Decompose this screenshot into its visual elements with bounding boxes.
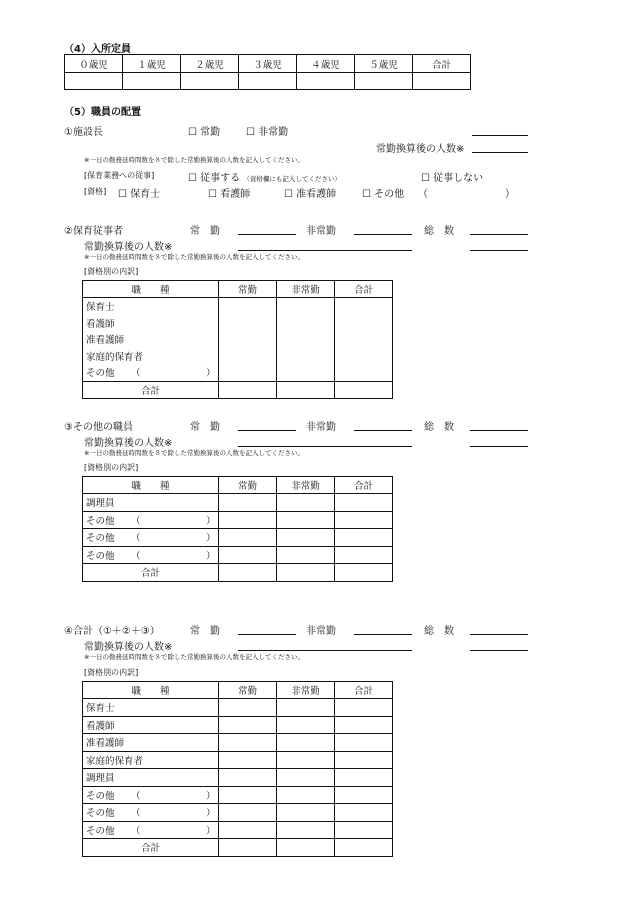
paren-open: （ [131, 368, 141, 380]
paren-close: ） [206, 825, 216, 837]
table-header-sum: 合計 [335, 477, 393, 494]
cell-input[interactable] [219, 564, 277, 582]
cell-input[interactable] [219, 821, 277, 839]
childcare-total-input[interactable] [470, 234, 528, 235]
cell-input[interactable] [335, 348, 393, 365]
cell-input[interactable] [219, 315, 277, 332]
row-other-label: その他 [86, 550, 115, 562]
others-title: ③その他の職員 [64, 422, 133, 433]
others-parttime-label: 非常勤 [306, 422, 336, 433]
sum-row-label: 合計 [83, 381, 219, 399]
table-header-type: 職 種 [83, 682, 219, 699]
row-other-label: その他 [86, 825, 115, 837]
table-sum-row [83, 381, 393, 399]
paren-open: （ [131, 533, 141, 545]
cell-input[interactable] [277, 494, 335, 512]
cell-input[interactable] [219, 511, 277, 529]
director-fulltime-label: 常勤 [200, 127, 221, 138]
checkbox-icon[interactable]: ☐ [284, 189, 293, 200]
row-other[interactable] [83, 546, 219, 564]
director-engage-no[interactable] [421, 169, 483, 184]
cell-input[interactable] [277, 716, 335, 734]
total-breakdown-label: [資格別の内訳] [84, 668, 139, 677]
row-other[interactable] [83, 511, 219, 529]
table-header-fulltime: 常勤 [219, 682, 277, 699]
sum-row-label: 合計 [83, 564, 219, 582]
total-note: ※一日の勤務延時間数を８で除した常勤換算後の人数を記入してください。 [84, 653, 304, 661]
capacity-input-4[interactable] [297, 73, 355, 90]
childcare-fulltime-input[interactable] [238, 234, 296, 235]
childcare-title: ②保育従事者 [64, 226, 123, 237]
total-fulltime-input[interactable] [238, 634, 296, 635]
cell-input[interactable] [277, 821, 335, 839]
table-row [83, 494, 393, 512]
checkbox-icon[interactable]: ☐ [421, 173, 430, 184]
capacity-input-5[interactable] [355, 73, 413, 90]
cell-input[interactable] [219, 298, 277, 315]
cell-input[interactable] [277, 734, 335, 752]
table-row [83, 716, 393, 734]
table-row [83, 364, 393, 381]
cell-input[interactable] [219, 769, 277, 787]
capacity-input-0[interactable] [65, 73, 123, 90]
cell-input[interactable] [219, 804, 277, 822]
cell-input[interactable] [277, 839, 335, 857]
cell-input[interactable] [335, 298, 393, 315]
childcare-breakdown-label: [資格別の内訳] [84, 267, 139, 276]
table-row [83, 734, 393, 752]
director-engage-yes-note: （資格欄にも記入してください） [243, 175, 341, 183]
row-label: 看護師 [83, 315, 219, 332]
table-header-parttime: 非常勤 [277, 477, 335, 494]
cell-input[interactable] [335, 364, 393, 381]
total-conv-label: 常勤換算後の人数※ [84, 642, 173, 653]
cell-input[interactable] [335, 769, 393, 787]
capacity-table [64, 54, 471, 90]
director-engage-no-label: 従事しない [433, 173, 484, 184]
others-conv-label: 常勤換算後の人数※ [84, 438, 173, 449]
cell-input[interactable] [335, 529, 393, 547]
paren-open: （ [131, 790, 141, 802]
row-other-label: その他 [86, 515, 115, 527]
childcare-conv-input[interactable] [238, 250, 412, 251]
childcare-table [82, 280, 393, 399]
cell-input[interactable] [335, 716, 393, 734]
director-conv-label: 常勤換算後の人数※ [376, 144, 465, 155]
total-total-label: 総 数 [424, 626, 454, 637]
director-engage-yes[interactable] [188, 169, 341, 184]
director-qual-2[interactable] [284, 185, 336, 200]
table-row [83, 751, 393, 769]
table-row [83, 786, 393, 804]
director-title: ①施設長 [64, 127, 103, 138]
capacity-header-5: ５歳児 [355, 55, 413, 73]
director-other-open: （ [418, 189, 428, 200]
total-conv-total-input[interactable] [470, 650, 528, 651]
childcare-conv-total-input[interactable] [470, 250, 528, 251]
cell-input[interactable] [335, 564, 393, 582]
paren-open: （ [131, 825, 141, 837]
cell-input[interactable] [219, 839, 277, 857]
cell-input[interactable] [335, 315, 393, 332]
table-row [83, 331, 393, 348]
capacity-input-total[interactable] [413, 73, 471, 90]
staff-heading: （5）職員の配置 [64, 107, 141, 118]
paren-close: ） [206, 368, 216, 380]
total-parttime-input[interactable] [354, 634, 412, 635]
cell-input[interactable] [335, 546, 393, 564]
cell-input[interactable] [219, 786, 277, 804]
total-conv-input[interactable] [238, 650, 412, 651]
director-qual-1-label: 看護師 [220, 189, 251, 200]
row-label: 家庭的保育者 [83, 348, 219, 365]
checkbox-icon[interactable]: ☐ [246, 127, 255, 138]
director-qual-3[interactable] [362, 185, 404, 200]
row-label: 保育士 [83, 298, 219, 315]
director-parttime-option[interactable] [246, 123, 288, 138]
cell-input[interactable] [219, 331, 277, 348]
director-blank-line[interactable] [472, 135, 528, 136]
director-engage-label: [保育業務への従事] [84, 171, 155, 180]
capacity-heading: （4）入所定員 [64, 44, 131, 55]
row-other-label: その他 [86, 368, 115, 380]
director-engage-yes-label: 従事する [200, 173, 241, 184]
capacity-header-3: ３歳児 [239, 55, 297, 73]
others-fulltime-label: 常 勤 [190, 422, 220, 433]
cell-input[interactable] [335, 786, 393, 804]
others-parttime-input[interactable] [354, 430, 412, 431]
director-qual-0-label: 保育士 [130, 189, 161, 200]
cell-input[interactable] [219, 751, 277, 769]
capacity-header-4: ４歳児 [297, 55, 355, 73]
sum-row-label: 合計 [83, 839, 219, 857]
table-row [83, 769, 393, 787]
others-conv-total-input[interactable] [470, 446, 528, 447]
cell-input[interactable] [335, 381, 393, 399]
checkbox-icon[interactable]: ☐ [362, 189, 371, 200]
row-label: 家庭的保育者 [83, 751, 219, 769]
director-qual-1[interactable] [208, 185, 250, 200]
table-row [83, 699, 393, 717]
paren-close: ） [206, 515, 216, 527]
paren-open: （ [131, 550, 141, 562]
table-row [83, 821, 393, 839]
childcare-parttime-label: 非常勤 [306, 226, 336, 237]
cell-input[interactable] [277, 511, 335, 529]
cell-input[interactable] [335, 734, 393, 752]
director-note: ※一日の勤務延時間数を８で除した常勤換算後の人数を記入してください。 [84, 156, 304, 164]
cell-input[interactable] [335, 821, 393, 839]
cell-input[interactable] [335, 699, 393, 717]
cell-input[interactable] [335, 511, 393, 529]
director-fulltime-option[interactable] [188, 123, 220, 138]
row-other[interactable] [83, 364, 219, 381]
childcare-conv-label: 常勤換算後の人数※ [84, 242, 173, 253]
row-other-label: その他 [86, 533, 115, 545]
paren-close: ） [206, 550, 216, 562]
total-parttime-label: 非常勤 [306, 626, 336, 637]
cell-input[interactable] [335, 839, 393, 857]
table-header-type: 職 種 [83, 477, 219, 494]
total-fulltime-label: 常 勤 [190, 626, 220, 637]
total-table [82, 681, 393, 857]
table-header-fulltime: 常勤 [219, 281, 277, 298]
cell-input[interactable] [335, 751, 393, 769]
cell-input[interactable] [277, 546, 335, 564]
checkbox-icon[interactable]: ☐ [208, 189, 217, 200]
checkbox-icon[interactable]: ☐ [188, 173, 197, 184]
paren-close: ） [206, 533, 216, 545]
cell-input[interactable] [335, 331, 393, 348]
checkbox-icon[interactable]: ☐ [188, 127, 197, 138]
cell-input[interactable] [277, 786, 335, 804]
cell-input[interactable] [277, 348, 335, 365]
table-header-sum: 合計 [335, 682, 393, 699]
cell-input[interactable] [219, 699, 277, 717]
table-row [83, 804, 393, 822]
others-conv-input[interactable] [238, 446, 412, 447]
cell-input[interactable] [277, 564, 335, 582]
director-conv-input[interactable] [472, 152, 528, 153]
table-header-fulltime: 常勤 [219, 477, 277, 494]
cell-input[interactable] [219, 494, 277, 512]
cell-input[interactable] [277, 331, 335, 348]
table-sum-row [83, 564, 393, 582]
row-other[interactable] [83, 786, 219, 804]
others-table [82, 476, 393, 582]
others-note: ※一日の勤務延時間数を８で除した常勤換算後の人数を記入してください。 [84, 449, 304, 457]
table-header-parttime: 非常勤 [277, 281, 335, 298]
capacity-header-2: ２歳児 [181, 55, 239, 73]
row-label: 保育士 [83, 699, 219, 717]
capacity-input-2[interactable] [181, 73, 239, 90]
cell-input[interactable] [219, 529, 277, 547]
paren-close: ） [206, 790, 216, 802]
row-label: 准看護師 [83, 734, 219, 752]
row-label: 看護師 [83, 716, 219, 734]
director-parttime-label: 非常勤 [258, 127, 289, 138]
table-row [83, 529, 393, 547]
row-other-label: その他 [86, 808, 115, 820]
cell-input[interactable] [335, 494, 393, 512]
childcare-total-label: 総 数 [424, 226, 454, 237]
childcare-parttime-input[interactable] [354, 234, 412, 235]
others-breakdown-label: [資格別の内訳] [84, 463, 139, 472]
row-label: 調理員 [83, 769, 219, 787]
cell-input[interactable] [277, 769, 335, 787]
checkbox-icon[interactable]: ☐ [118, 189, 127, 200]
cell-input[interactable] [277, 804, 335, 822]
cell-input[interactable] [219, 716, 277, 734]
others-total-label: 総 数 [424, 422, 454, 433]
table-header-parttime: 非常勤 [277, 682, 335, 699]
cell-input[interactable] [277, 381, 335, 399]
paren-close: ） [206, 808, 216, 820]
cell-input[interactable] [277, 298, 335, 315]
director-qual-label: [資格] [84, 187, 107, 196]
row-label: 准看護師 [83, 331, 219, 348]
director-qual-3-label: その他 [374, 189, 405, 200]
capacity-header-0: ０歳児 [65, 55, 123, 73]
table-row [83, 511, 393, 529]
cell-input[interactable] [219, 364, 277, 381]
capacity-header-1: １歳児 [123, 55, 181, 73]
row-other-label: その他 [86, 790, 115, 802]
childcare-fulltime-label: 常 勤 [190, 226, 220, 237]
capacity-input-3[interactable] [239, 73, 297, 90]
cell-input[interactable] [219, 734, 277, 752]
row-other[interactable] [83, 529, 219, 547]
cell-input[interactable] [277, 315, 335, 332]
table-row [83, 348, 393, 365]
table-sum-row [83, 839, 393, 857]
cell-input[interactable] [219, 546, 277, 564]
row-label: 調理員 [83, 494, 219, 512]
table-row [83, 315, 393, 332]
paren-open: （ [131, 808, 141, 820]
others-total-input[interactable] [470, 430, 528, 431]
childcare-note: ※一日の勤務延時間数を８で除した常勤換算後の人数を記入してください。 [84, 253, 304, 261]
others-fulltime-input[interactable] [238, 430, 296, 431]
total-total-input[interactable] [470, 634, 528, 635]
cell-input[interactable] [277, 699, 335, 717]
director-qual-0[interactable] [118, 185, 160, 200]
cell-input[interactable] [219, 381, 277, 399]
total-title: ④合計（①＋②＋③） [64, 626, 160, 637]
table-header-sum: 合計 [335, 281, 393, 298]
paren-open: （ [131, 515, 141, 527]
cell-input[interactable] [335, 804, 393, 822]
cell-input[interactable] [219, 348, 277, 365]
director-qual-2-label: 准看護師 [296, 189, 337, 200]
table-row [83, 546, 393, 564]
table-header-type: 職 種 [83, 281, 219, 298]
cell-input[interactable] [277, 529, 335, 547]
cell-input[interactable] [277, 751, 335, 769]
row-other[interactable] [83, 821, 219, 839]
capacity-input-1[interactable] [123, 73, 181, 90]
capacity-header-total: 合計 [413, 55, 471, 73]
cell-input[interactable] [277, 364, 335, 381]
director-other-close: ） [505, 189, 515, 200]
row-other[interactable] [83, 804, 219, 822]
table-row [83, 298, 393, 315]
